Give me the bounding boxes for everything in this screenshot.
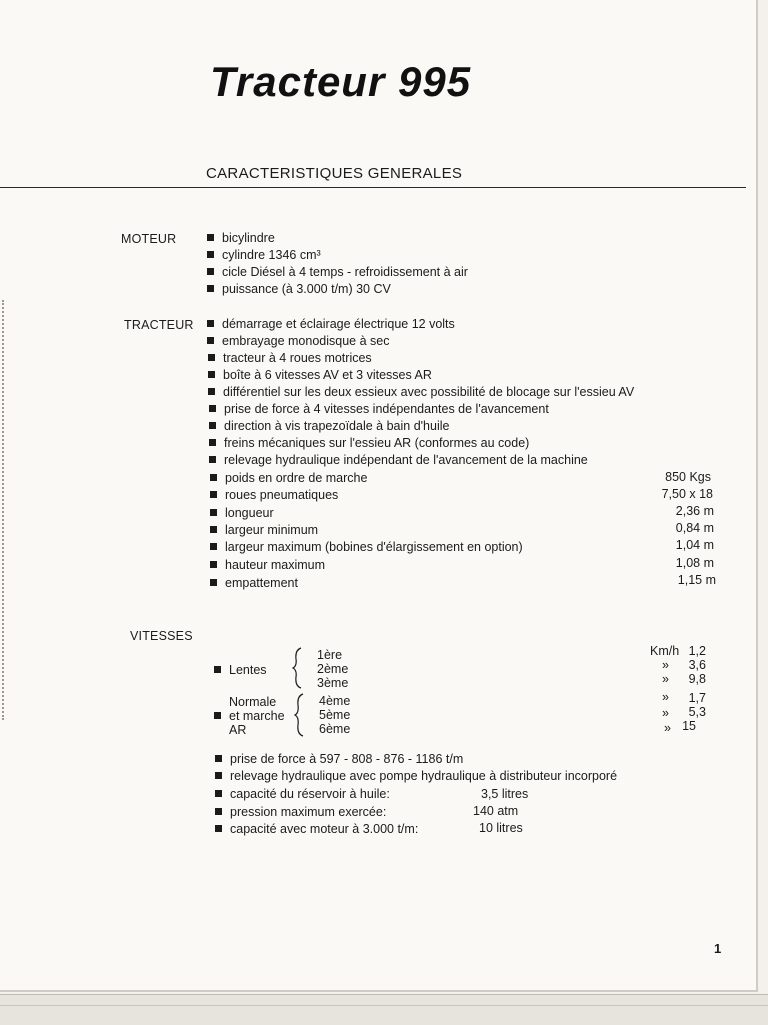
brace-icon — [292, 647, 304, 689]
list-item: puissance (à 3.000 t/m) 30 CV — [207, 282, 391, 296]
binding-holes — [2, 300, 14, 720]
speed-mark: » — [662, 672, 669, 686]
section-heading: CARACTERISTIQUES GENERALES — [206, 165, 463, 182]
spec-value: 1,08 m — [675, 556, 714, 570]
spec-value: 7,50 x 18 — [661, 487, 713, 501]
gear-label: 6ème — [319, 722, 351, 736]
bullet-icon — [208, 371, 215, 378]
bullet-icon — [210, 509, 217, 516]
spec-row: roues pneumatiques — [210, 488, 338, 502]
list-item: démarrage et éclairage électrique 12 volts — [207, 317, 455, 331]
bullet-icon — [210, 579, 217, 586]
bullet-icon — [215, 825, 222, 832]
gear-group-label: Normale — [229, 695, 277, 709]
bullet-icon — [215, 808, 222, 815]
speed-mark: » — [662, 706, 669, 720]
spec-row: largeur minimum — [210, 523, 318, 537]
speed-value: 15 — [682, 719, 696, 733]
bullet-icon — [215, 755, 222, 762]
bullet-icon — [207, 251, 214, 258]
spec-value: 2,36 m — [675, 504, 714, 518]
bullet-icon — [207, 320, 214, 327]
section-label-tracteur: TRACTEUR — [124, 318, 194, 332]
bullet-icon — [208, 354, 215, 361]
list-item: relevage hydraulique indépendant de l'avancement de la machine — [209, 453, 588, 467]
gear-label: 1ère — [317, 648, 343, 662]
spec-row: longueur — [210, 506, 274, 520]
list-item: bicylindre — [207, 231, 275, 245]
section-label-vitesses: VITESSES — [130, 629, 193, 643]
unit-label: Km/h — [650, 644, 680, 658]
gear-label: 2ème — [317, 662, 349, 676]
bullet-icon — [209, 422, 216, 429]
divider — [0, 187, 746, 188]
gear-group-label: AR — [229, 723, 247, 737]
spec-row: largeur maximum (bobines d'élargissement en option) — [210, 540, 523, 554]
bullet-icon — [207, 268, 214, 275]
speed-mark: » — [664, 721, 671, 735]
bullet-icon — [215, 772, 222, 779]
speed-mark: » — [662, 690, 669, 704]
bullet-icon — [214, 666, 221, 673]
list-item: cylindre 1346 cm³ — [207, 248, 321, 262]
list-item: boîte à 6 vitesses AV et 3 vitesses AR — [208, 368, 432, 382]
bullet-icon — [210, 561, 217, 568]
brace-icon — [294, 693, 306, 737]
underlying-page-edge — [0, 994, 768, 1025]
speed-value: 5,3 — [688, 705, 706, 719]
gear-group-normale: et marche — [214, 709, 285, 723]
spec-value: 10 litres — [479, 821, 523, 835]
gear-group-lentes: Lentes — [214, 663, 267, 677]
list-item: direction à vis trapezoïdale à bain d'huile — [209, 419, 449, 433]
spec-row: empattement — [210, 576, 298, 590]
bullet-icon — [209, 405, 216, 412]
list-item: prise de force à 4 vitesses indépendantes de l'avancement — [209, 402, 549, 416]
spec-value: 0,84 m — [675, 521, 714, 535]
spec-value: 1,15 m — [677, 573, 716, 587]
list-item: différentiel sur les deux essieux avec possibilité de blocage sur l'essieu AV — [208, 385, 634, 399]
speed-value: 1,7 — [688, 691, 706, 705]
bullet-icon — [210, 474, 217, 481]
spec-value: 140 atm — [473, 804, 519, 818]
gear-label: 3ème — [317, 676, 349, 690]
speed-value: 1,2 — [688, 644, 706, 658]
list-item: embrayage monodisque à sec — [207, 334, 389, 348]
spec-value: 1,04 m — [675, 538, 714, 552]
bullet-icon — [210, 491, 217, 498]
gear-label: 5ème — [319, 708, 351, 722]
bullet-icon — [214, 712, 221, 719]
spec-value: 850 Kgs — [665, 470, 711, 484]
bullet-icon — [209, 439, 216, 446]
speed-value: 3,6 — [688, 658, 706, 672]
list-item: prise de force à 597 - 808 - 876 - 1186 t/m — [215, 752, 463, 766]
list-item: relevage hydraulique avec pompe hydraulique à distributeur incorporé — [215, 769, 617, 783]
page-number: 1 — [714, 941, 722, 956]
bullet-icon — [210, 543, 217, 550]
list-item: capacité du réservoir à huile: — [215, 787, 390, 801]
speed-mark: » — [662, 658, 669, 672]
page-title: Tracteur 995 — [210, 58, 472, 105]
spec-row: hauteur maximum — [210, 558, 325, 572]
list-item: tracteur à 4 roues motrices — [208, 351, 372, 365]
bullet-icon — [215, 790, 222, 797]
bullet-icon — [209, 456, 216, 463]
spec-value: 3,5 litres — [481, 787, 529, 801]
bullet-icon — [210, 526, 217, 533]
list-item: freins mécaniques sur l'essieu AR (conformes au code) — [209, 436, 529, 450]
gear-label: 4ème — [319, 694, 351, 708]
list-item: capacité avec moteur à 3.000 t/m: — [215, 822, 418, 836]
speed-value: 9,8 — [688, 672, 706, 686]
spec-row: poids en ordre de marche — [210, 471, 367, 485]
bullet-icon — [207, 234, 214, 241]
list-item: cicle Diésel à 4 temps - refroidissement à air — [207, 265, 468, 279]
bullet-icon — [207, 285, 214, 292]
bullet-icon — [208, 388, 215, 395]
section-label-moteur: MOTEUR — [121, 232, 177, 246]
bullet-icon — [207, 337, 214, 344]
list-item: pression maximum exercée: — [215, 805, 386, 819]
